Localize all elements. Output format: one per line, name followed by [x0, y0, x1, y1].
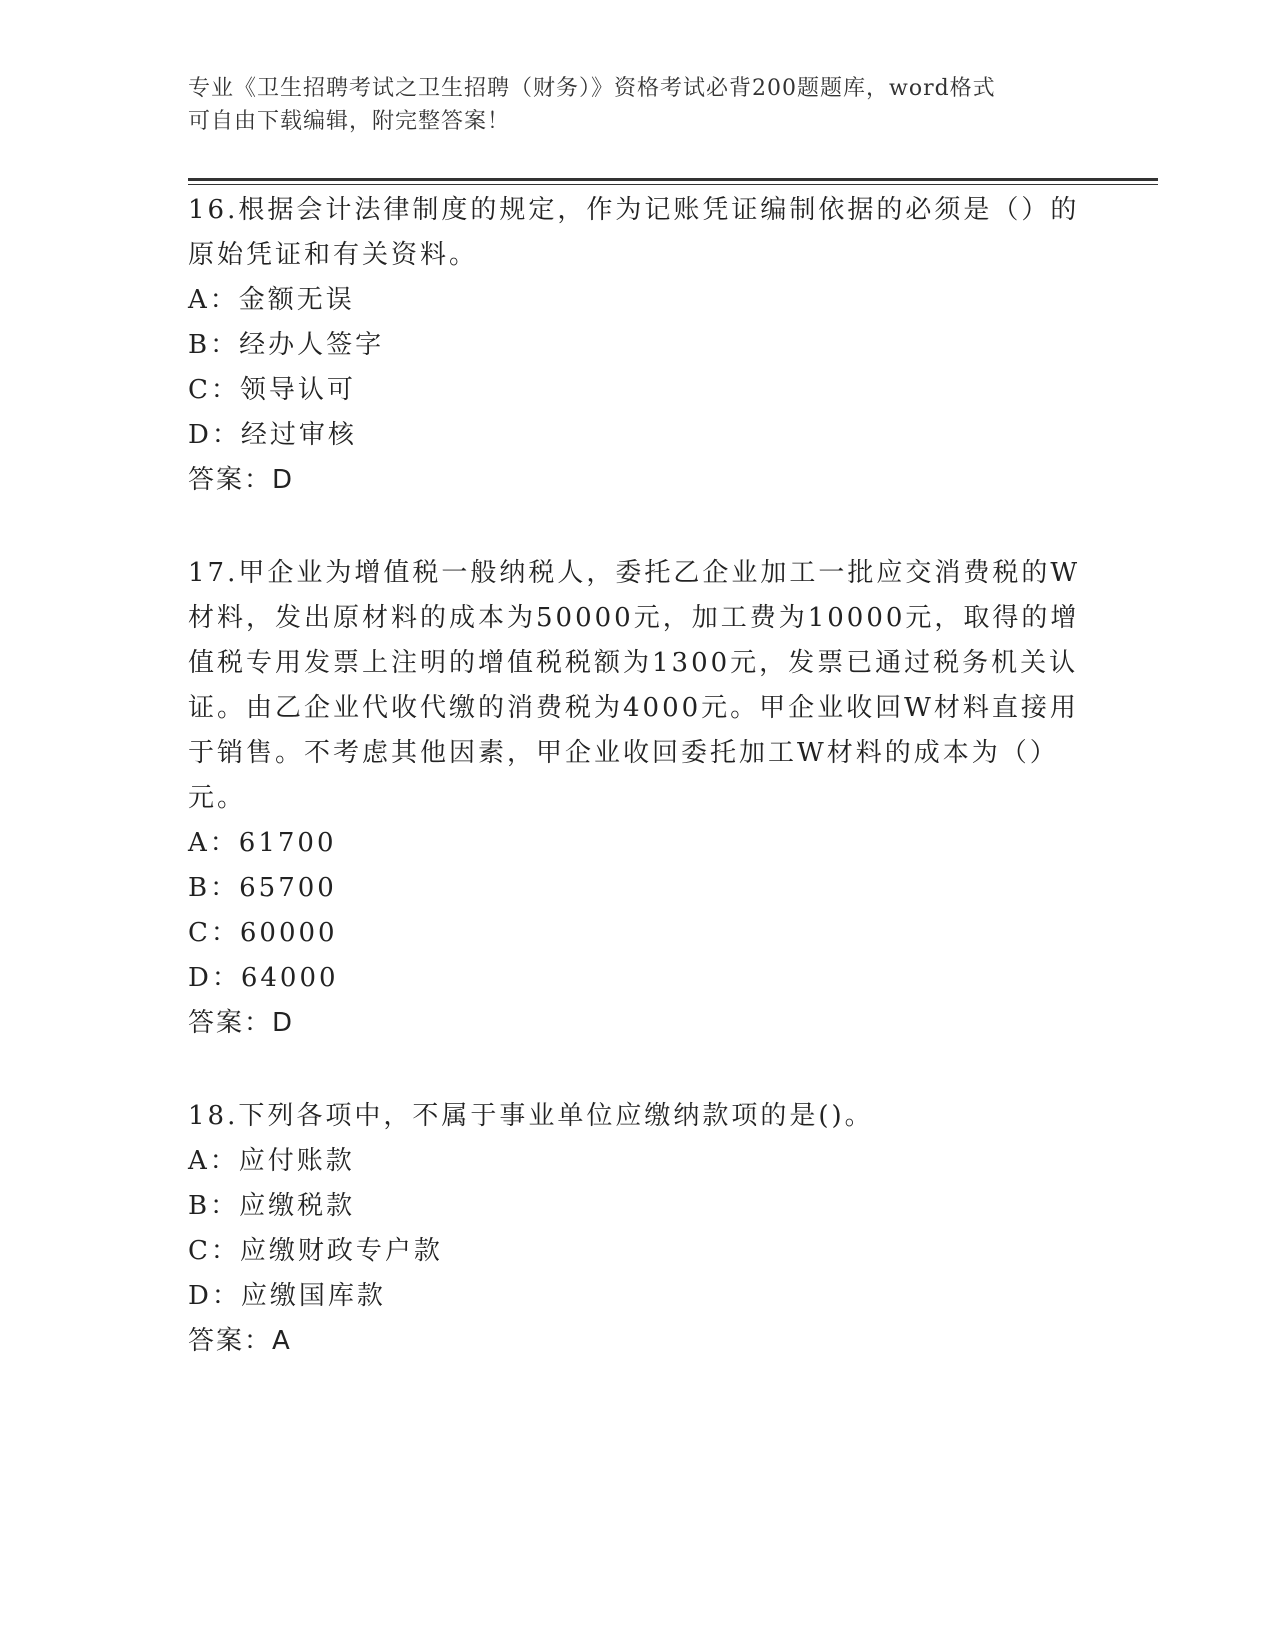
option-d: D：应缴国库款 — [188, 1281, 386, 1311]
question-stem-line: 证。由乙企业代收代缴的消费税为4000元。甲企业收回W材料直接用 — [188, 693, 1079, 723]
question-stem-line: 材料，发出原材料的成本为50000元，加工费为10000元，取得的增 — [188, 603, 1080, 633]
answer-line: 答案：D — [188, 1008, 295, 1038]
header-line-1: 专业《卫生招聘考试之卫生招聘（财务）》资格考试必背200题题库，word格式 — [188, 76, 996, 101]
option-b: B：经办人签字 — [188, 330, 385, 360]
document-header — [188, 72, 1088, 138]
question-17 — [188, 551, 1088, 1046]
question-stem-line: 16.根据会计法律制度的规定，作为记账凭证编制依据的必须是（）的 — [188, 195, 1080, 225]
question-stem-line: 元。 — [188, 783, 247, 813]
header-line-2: 可自由下载编辑，附完整答案！ — [188, 109, 511, 134]
answer-line: 答案：D — [188, 465, 295, 495]
question-stem-line: 原始凭证和有关资料。 — [188, 240, 479, 270]
question-16 — [188, 188, 1088, 503]
option-c: C：领导认可 — [188, 375, 356, 405]
option-c: C：应缴财政专户款 — [188, 1236, 443, 1266]
option-d: D：64000 — [188, 963, 339, 993]
option-a: A：金额无误 — [188, 285, 355, 315]
option-c: C：60000 — [188, 918, 338, 948]
option-a: A：应付账款 — [188, 1146, 355, 1176]
question-stem-line: 于销售。不考虑其他因素，甲企业收回委托加工W材料的成本为（） — [188, 738, 1059, 768]
option-a: A：61700 — [188, 828, 337, 858]
option-b: B：65700 — [188, 873, 337, 903]
question-18 — [188, 1094, 1088, 1364]
question-list — [188, 188, 1088, 1364]
question-stem-line: 值税专用发票上注明的增值税税额为1300元，发票已通过税务机关认 — [188, 648, 1079, 678]
answer-line: 答案：A — [188, 1326, 292, 1356]
option-b: B：应缴税款 — [188, 1191, 356, 1221]
question-stem-line: 17.甲企业为增值税一般纳税人，委托乙企业加工一批应交消费税的W — [188, 558, 1081, 588]
header-rule-thin — [188, 184, 1158, 185]
question-stem-line: 18.下列各项中，不属于事业单位应缴纳款项的是()。 — [188, 1101, 874, 1131]
option-d: D：经过审核 — [188, 420, 357, 450]
header-rule-thick — [188, 178, 1158, 181]
